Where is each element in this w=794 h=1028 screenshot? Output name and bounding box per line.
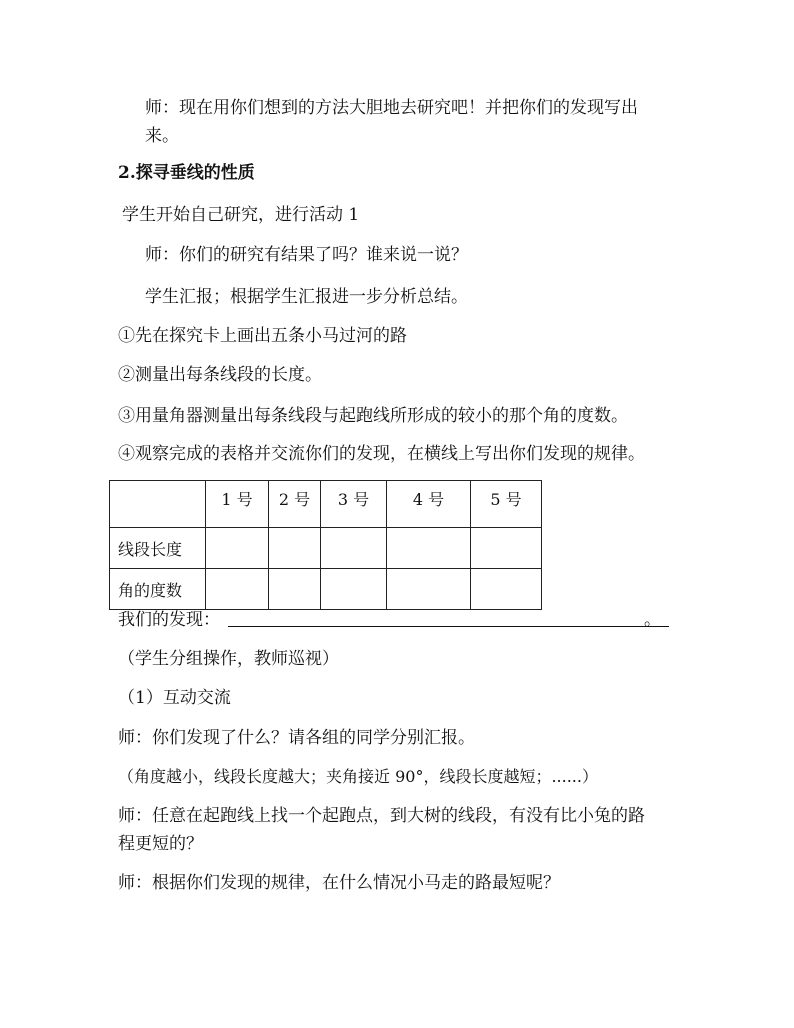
- teacher-question-3: 师：根据你们发现的规律，在什么情况小马走的路最短呢？: [118, 873, 560, 893]
- teacher-ask: 师：你们发现了什么？请各组的同学分别汇报。: [118, 728, 475, 748]
- row-header-length: 线段长度: [110, 528, 206, 569]
- finding-blank-line: [228, 626, 669, 627]
- table-cell: [387, 528, 471, 569]
- column-header: 1 号: [206, 481, 269, 528]
- column-header: 4 号: [387, 481, 471, 528]
- finding-end-mark: 。: [644, 610, 661, 630]
- table-cell: [471, 528, 542, 569]
- exchange-heading: （1）互动交流: [118, 688, 231, 708]
- step-4: ④观察完成的表格并交流你们的发现，在横线上写出你们发现的规律。: [118, 444, 645, 464]
- section-heading: 2.探寻垂线的性质: [118, 163, 255, 183]
- table-corner-cell: [110, 481, 206, 528]
- table-cell: [387, 569, 471, 610]
- activity-line: 学生开始自己研究，进行活动 1: [122, 205, 360, 225]
- table-cell: [321, 569, 387, 610]
- column-header: 2 号: [269, 481, 321, 528]
- table-cell: [321, 528, 387, 569]
- table-header-row: [110, 481, 542, 528]
- table-cell: [269, 528, 321, 569]
- table-cell: [471, 569, 542, 610]
- teacher-instruction-line1: 师：现在用你们想到的方法大胆地去研究吧！并把你们的发现写出: [145, 98, 638, 118]
- conclusion-note: （角度越小，线段长度越大；夹角接近 90°，线段长度越短；......）: [118, 767, 598, 786]
- table-row: [110, 569, 542, 610]
- table-cell: [206, 528, 269, 569]
- student-report: 学生汇报；根据学生汇报进一步分析总结。: [145, 287, 468, 307]
- column-header: 5 号: [471, 481, 542, 528]
- measurement-table: [109, 480, 542, 610]
- teacher-question-2-line2: 程更短的？: [118, 834, 203, 854]
- step-2: ②测量出每条线段的长度。: [118, 365, 322, 385]
- row-header-angle: 角的度数: [110, 569, 206, 610]
- teacher-question: 师：你们的研究有结果了吗？谁来说一说？: [145, 245, 468, 265]
- teacher-question-2-line1: 师：任意在起跑线上找一个起跑点，到大树的线段，有没有比小兔的路: [118, 806, 645, 826]
- table-cell: [269, 569, 321, 610]
- column-header: 3 号: [321, 481, 387, 528]
- step-1: ①先在探究卡上画出五条小马过河的路: [118, 326, 407, 346]
- finding-label: 我们的发现：: [118, 610, 220, 630]
- step-3: ③用量角器测量出每条线段与起跑线所形成的较小的那个角的度数。: [118, 406, 628, 426]
- table-row: [110, 528, 542, 569]
- grouping-note: （学生分组操作，教师巡视）: [118, 649, 339, 669]
- teacher-instruction-line2: 来。: [145, 126, 179, 146]
- table-cell: [206, 569, 269, 610]
